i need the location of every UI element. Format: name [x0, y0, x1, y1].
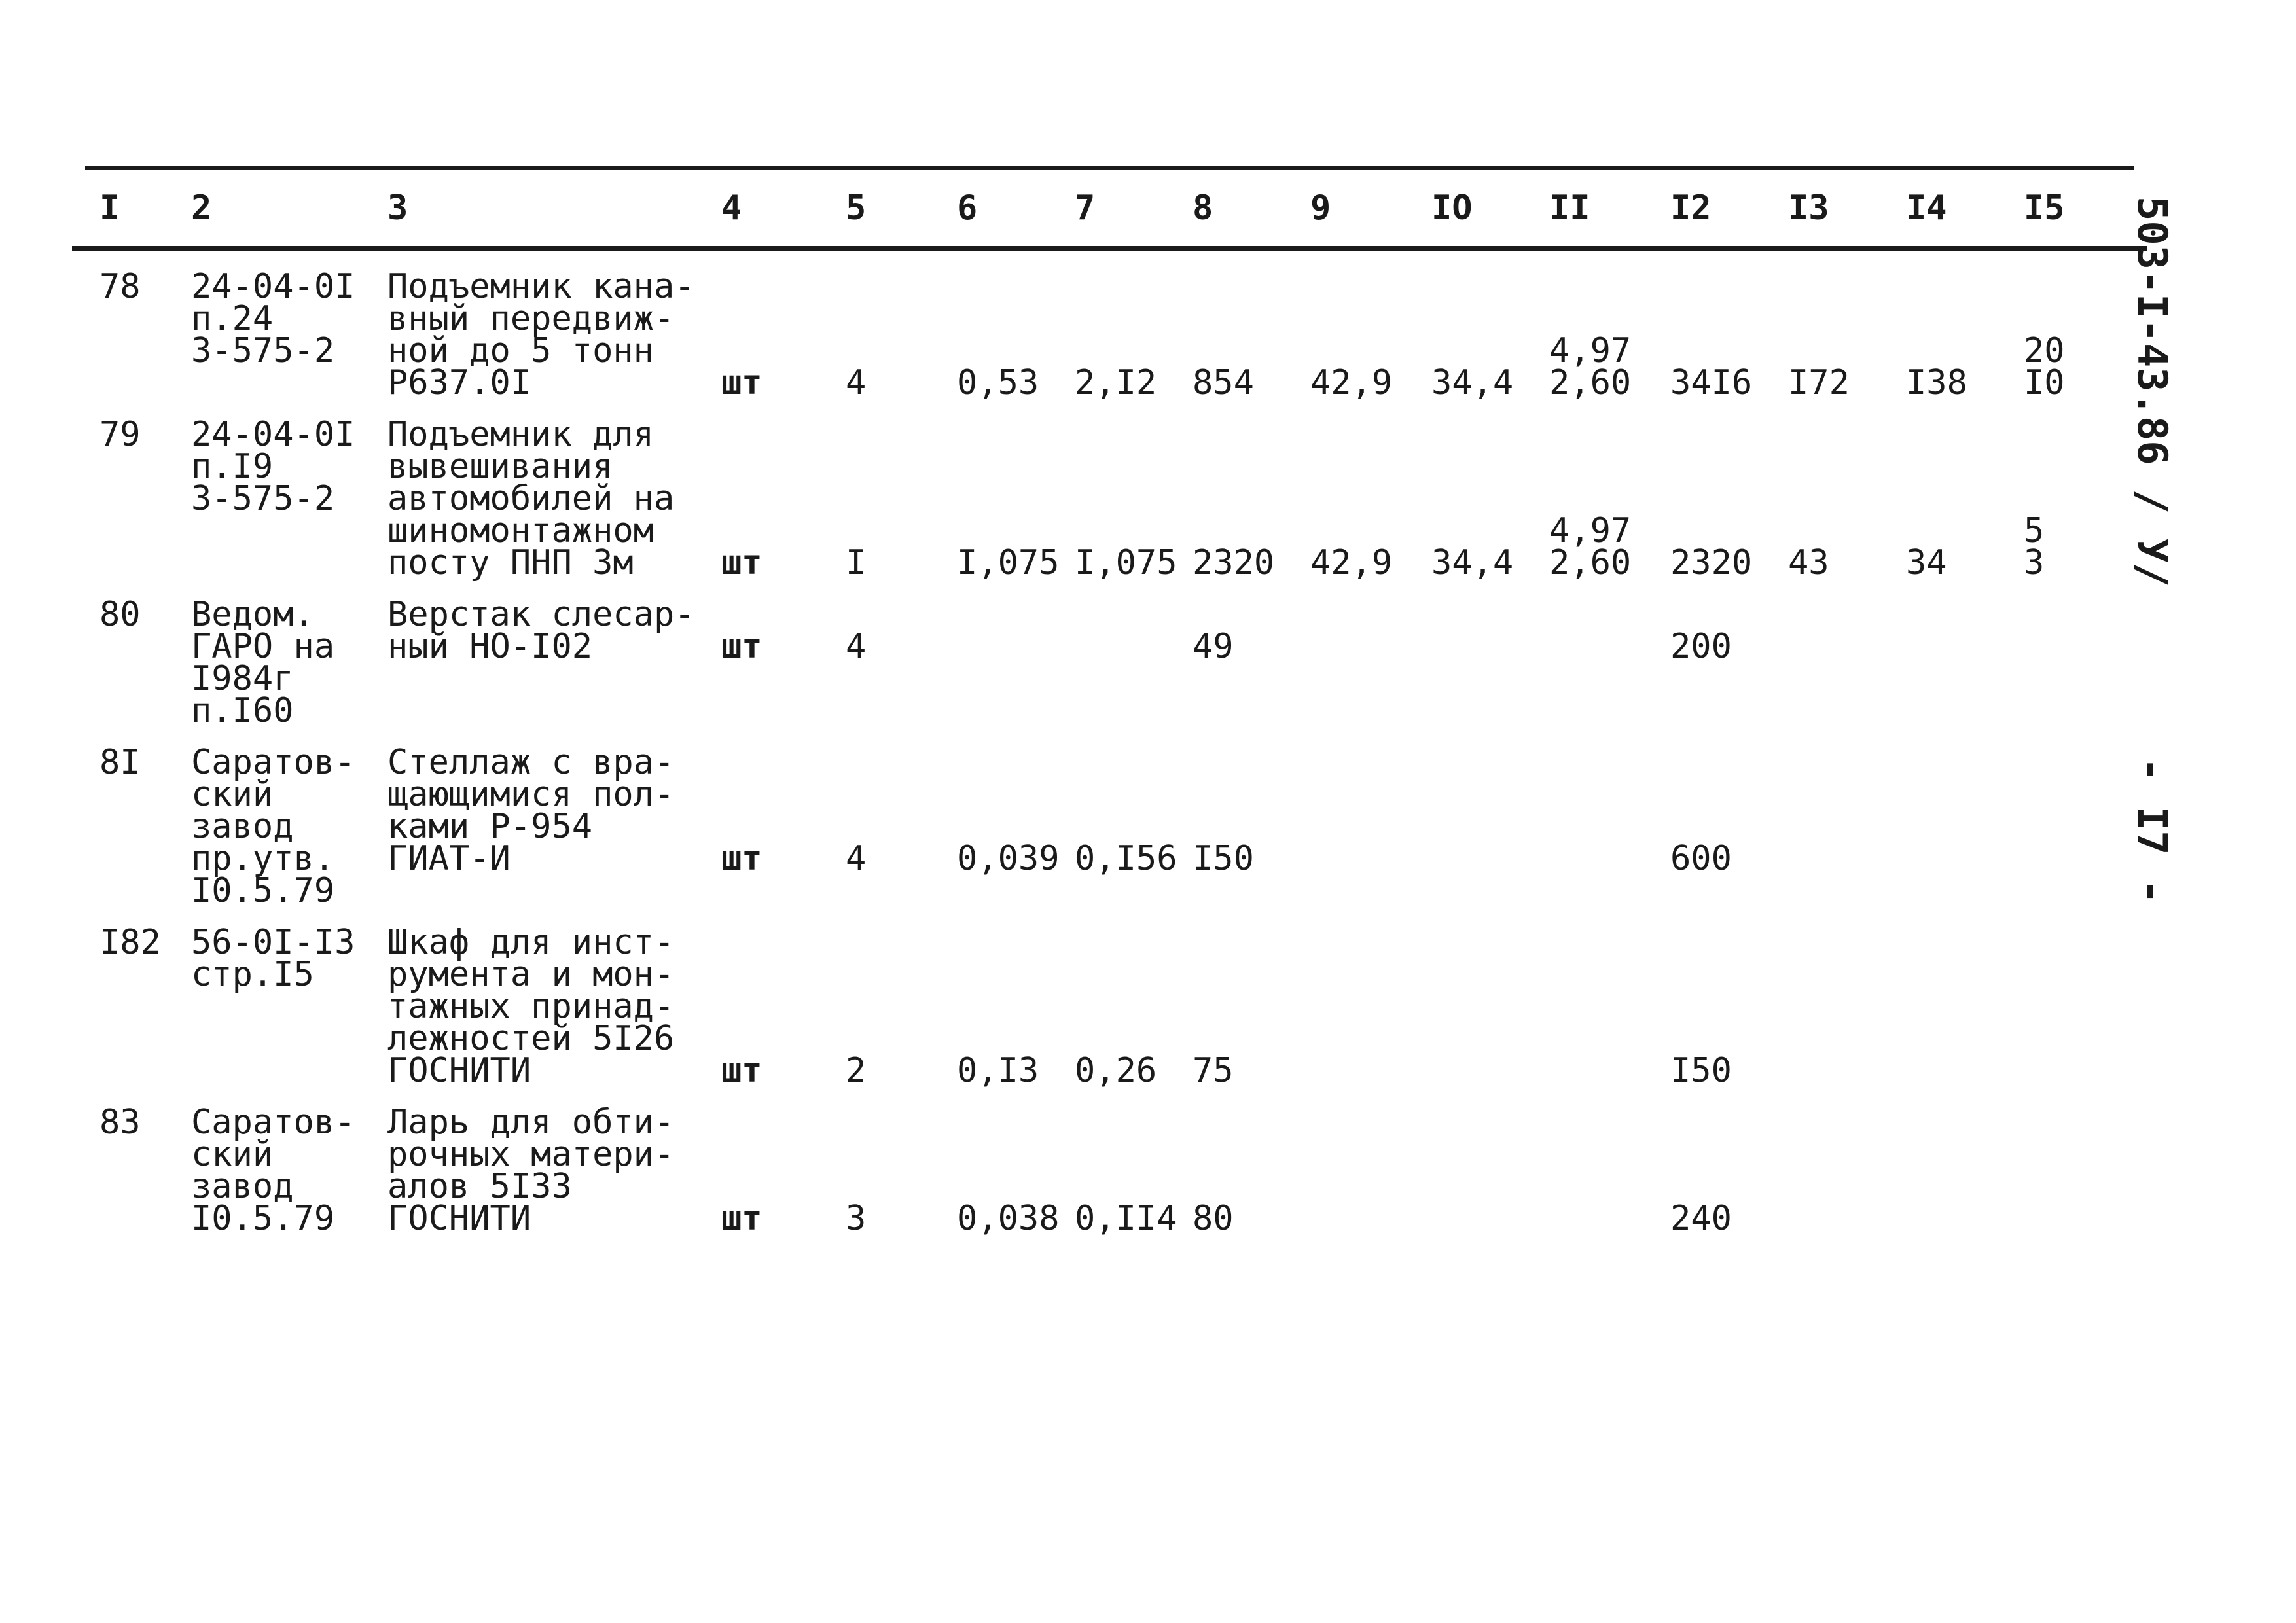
cell-col13: 43 [1788, 543, 1829, 582]
equipment-name: Шкаф для инст- румента и мон- тажных принад- лежностей 5I26 ГОСНИТИ [387, 923, 675, 1090]
cell-col15 [2009, 1107, 2147, 1255]
cell-col9 [1296, 747, 1417, 927]
col-header: I5 [2024, 188, 2065, 228]
cell-col15: 20 I0 [2024, 331, 2065, 402]
cell-col7: I,075 [1075, 543, 1177, 582]
cell-col8: I50 [1193, 839, 1254, 878]
cell-col14: 34 [1906, 543, 1947, 582]
table-row [85, 599, 2147, 747]
table-row [85, 927, 2147, 1107]
cell-col9 [1296, 927, 1417, 1107]
source-reference: Саратов- ский завод I0.5.79 [191, 1103, 355, 1238]
cell-col7: 0,II4 [1075, 1199, 1177, 1238]
equipment-name: Ларь для обти- рочных матери- алов 5I33 ГОСНИТИ [387, 1103, 675, 1238]
col-header: 3 [387, 188, 408, 228]
col-header: 2 [191, 188, 212, 228]
cell-col7 [1060, 599, 1178, 747]
cell-col14: I38 [1906, 363, 1967, 402]
row-number: I82 [99, 923, 161, 962]
source-reference: Саратов- ский завод пр.утв. I0.5.79 [191, 743, 355, 910]
source-reference: 24-04-0I п.24 3-575-2 [191, 267, 355, 370]
cell-col12: I50 [1670, 1051, 1732, 1090]
cell-col13 [1774, 927, 1892, 1107]
top-rule [85, 166, 2134, 170]
cell-col10: 34,4 [1431, 363, 1514, 402]
unit: шт [721, 543, 762, 582]
cell-col6: 0,I3 [957, 1051, 1039, 1090]
cell-col15 [2009, 599, 2147, 747]
source-reference: 24-04-0I п.I9 3-575-2 [191, 415, 355, 518]
cell-col12: 240 [1670, 1199, 1732, 1238]
quantity: I [846, 543, 867, 582]
quantity: 4 [846, 627, 867, 666]
row-number: 79 [99, 415, 141, 454]
table-row [85, 419, 2147, 599]
header-row [85, 171, 2147, 245]
col-header: I [99, 188, 120, 228]
cell-col8: 2320 [1193, 543, 1275, 582]
cell-col11: 4,97 2,60 [1549, 511, 1632, 582]
unit: шт [721, 363, 762, 402]
cell-col6 [942, 599, 1060, 747]
cell-col9: 42,9 [1310, 543, 1393, 582]
equipment-name: Стеллаж с вра- щающимися пол- ками Р-954 ГИАТ-И [387, 743, 675, 878]
cell-col11: 4,97 2,60 [1549, 331, 1632, 402]
cell-col15 [2009, 747, 2147, 927]
table-row [85, 245, 2147, 419]
cell-col8: 49 [1193, 627, 1234, 666]
table-row [85, 747, 2147, 927]
cell-col11 [1535, 599, 1656, 747]
cell-col7: 0,I56 [1075, 839, 1177, 878]
page-number: - I7 - [2128, 757, 2176, 904]
cell-col11 [1535, 927, 1656, 1107]
col-header: I3 [1788, 188, 1829, 228]
cell-col10 [1417, 1107, 1535, 1255]
col-header: 7 [1075, 188, 1096, 228]
quantity: 3 [846, 1199, 867, 1238]
col-header: II [1549, 188, 1590, 228]
table-row [85, 1107, 2147, 1255]
cell-col14 [1892, 599, 2009, 747]
cell-col13 [1774, 747, 1892, 927]
cell-col12: 34I6 [1670, 363, 1753, 402]
col-header: 9 [1310, 188, 1331, 228]
cell-col14 [1892, 1107, 2009, 1255]
col-header: I2 [1670, 188, 1712, 228]
cell-col6: 0,038 [957, 1199, 1060, 1238]
cell-col12: 600 [1670, 839, 1732, 878]
row-number: 80 [99, 595, 141, 634]
row-number: 78 [99, 267, 141, 306]
cell-col6: 0,53 [957, 363, 1039, 402]
source-reference: Ведом. ГАРО на I984г п.I60 [191, 595, 335, 730]
cell-col13 [1774, 599, 1892, 747]
unit: шт [721, 839, 762, 878]
cell-col11 [1535, 1107, 1656, 1255]
equipment-name: Подъемник кана- вный передвиж- ной до 5 тонн Р637.0I [387, 267, 695, 402]
cell-col6: I,075 [957, 543, 1060, 582]
cell-col8: 854 [1193, 363, 1254, 402]
cell-col10 [1417, 747, 1535, 927]
col-header: I4 [1906, 188, 1947, 228]
quantity: 4 [846, 839, 867, 878]
cell-col8: 75 [1193, 1051, 1234, 1090]
cell-col14 [1892, 747, 2009, 927]
cell-col7: 2,I2 [1075, 363, 1157, 402]
cell-col7: 0,26 [1075, 1051, 1157, 1090]
col-header: 5 [846, 188, 867, 228]
cell-col10 [1417, 927, 1535, 1107]
cell-col14 [1892, 927, 2009, 1107]
margin-annotation [2128, 196, 2176, 904]
cell-col13: I72 [1788, 363, 1850, 402]
row-number: 83 [99, 1103, 141, 1142]
unit: шт [721, 1199, 762, 1238]
cell-col10: 34,4 [1431, 543, 1514, 582]
source-reference: 56-0I-I3 стр.I5 [191, 923, 355, 994]
equipment-table [85, 171, 2147, 1255]
document-code: 503-I-43.86 / У/ [2128, 196, 2176, 588]
row-number: 8I [99, 743, 141, 782]
col-header: 4 [721, 188, 742, 228]
cell-col9: 42,9 [1310, 363, 1393, 402]
cell-col11 [1535, 747, 1656, 927]
equipment-name: Верстак слесар- ный НО-I02 [387, 595, 695, 666]
cell-col12: 200 [1670, 627, 1732, 666]
cell-col13 [1774, 1107, 1892, 1255]
col-header: 8 [1193, 188, 1213, 228]
cell-col15 [2009, 927, 2147, 1107]
cell-col8: 80 [1193, 1199, 1234, 1238]
col-header: 6 [957, 188, 978, 228]
unit: шт [721, 1051, 762, 1090]
cell-col9 [1296, 1107, 1417, 1255]
cell-col15: 5 3 [2024, 511, 2045, 582]
cell-col10 [1417, 599, 1535, 747]
cell-col6: 0,039 [957, 839, 1060, 878]
unit: шт [721, 627, 762, 666]
quantity: 2 [846, 1051, 867, 1090]
cell-col9 [1296, 599, 1417, 747]
cell-col12: 2320 [1670, 543, 1753, 582]
quantity: 4 [846, 363, 867, 402]
col-header: IO [1431, 188, 1473, 228]
equipment-name: Подъемник для вывешивания автомобилей на шиномонтажном посту ПНП 3м [387, 415, 675, 582]
